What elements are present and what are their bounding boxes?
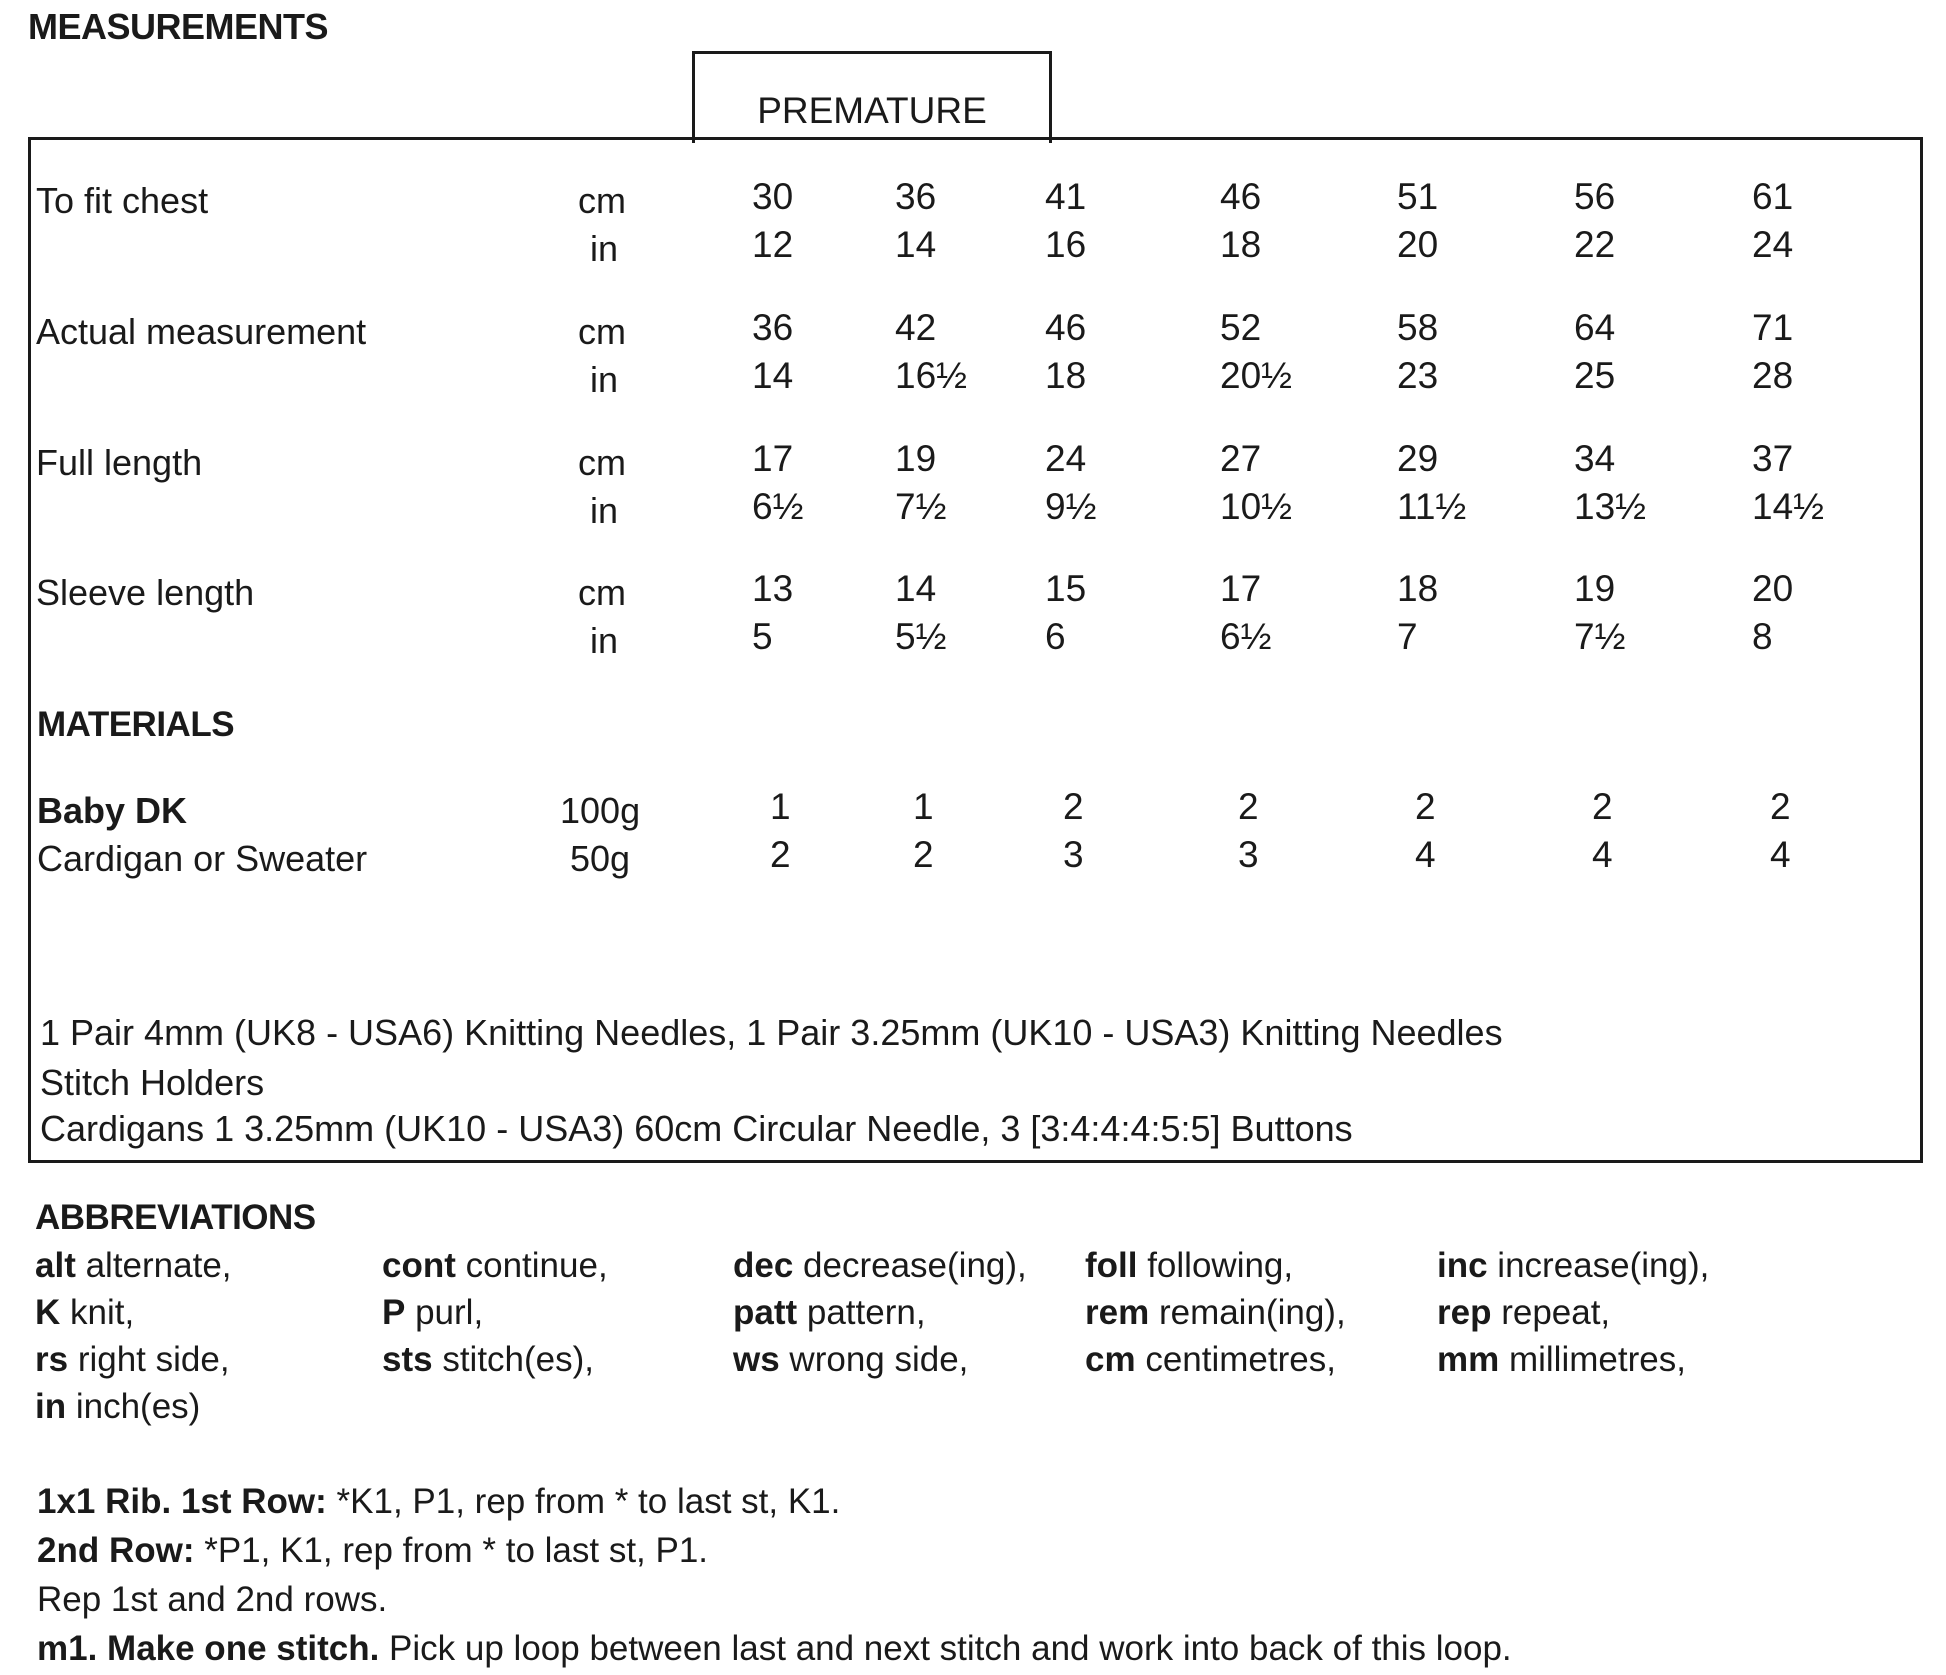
stitch-note-heading: 1x1 Rib. 1st Row: — [37, 1482, 327, 1521]
value-cm: 19 — [895, 438, 937, 479]
abbreviation-key: patt — [733, 1293, 798, 1332]
value-cm: 36 — [752, 307, 794, 348]
stitch-note-text: Rep 1st and 2nd rows. — [37, 1580, 388, 1619]
value-cm: 52 — [1220, 307, 1262, 348]
stitch-note-heading: 2nd Row: — [37, 1531, 195, 1570]
value-cm: 14 — [895, 568, 937, 609]
abbreviation-meaning: decrease(ing), — [793, 1246, 1027, 1285]
stitch-note-text: *K1, P1, rep from * to last st, K1. — [326, 1482, 841, 1521]
abbreviation-meaning: remain(ing), — [1149, 1293, 1346, 1332]
abbreviation-item — [1437, 1246, 1709, 1286]
abbreviation-item — [35, 1293, 134, 1333]
abbreviation-meaning: knit, — [60, 1293, 135, 1332]
yarn-qty-100g: 1 — [913, 786, 934, 827]
value-in: 22 — [1574, 224, 1616, 265]
yarn-qty-50g: 4 — [1415, 834, 1436, 875]
yarn-qty-50g: 2 — [770, 834, 791, 875]
abbreviation-meaning: wrong side, — [779, 1340, 969, 1379]
yarn-qty-100g: 1 — [770, 786, 791, 827]
measurement-label: To fit chest — [36, 180, 209, 221]
value-cm: 46 — [1045, 307, 1087, 348]
value-cm: 37 — [1752, 438, 1794, 479]
yarn-qty-100g: 2 — [1238, 786, 1259, 827]
abbreviation-meaning: alternate, — [75, 1246, 232, 1285]
value-in: 14 — [752, 355, 794, 396]
abbreviation-item — [382, 1340, 594, 1380]
abbreviation-key: P — [382, 1293, 406, 1332]
abbreviation-meaning: centimetres, — [1135, 1340, 1336, 1379]
abbreviation-item — [1437, 1340, 1686, 1380]
abbreviation-item — [1437, 1293, 1610, 1333]
abbreviation-meaning: millimetres, — [1499, 1340, 1686, 1379]
abbreviation-item — [35, 1246, 232, 1286]
yarn-qty-50g: 4 — [1592, 834, 1613, 875]
value-in: 8 — [1752, 616, 1773, 657]
materials-title: MATERIALS — [37, 705, 235, 744]
measurement-label: Sleeve length — [36, 572, 255, 613]
unit-cm: cm — [578, 311, 626, 352]
unit-cm: cm — [578, 442, 626, 483]
value-in: 16 — [1045, 224, 1087, 265]
value-in: 11½ — [1397, 486, 1467, 527]
abbreviation-meaning: inch(es) — [66, 1387, 201, 1426]
abbreviation-key: rep — [1437, 1293, 1492, 1332]
premature-label: PREMATURE — [757, 90, 987, 131]
stitch-note-heading: m1. Make one stitch. — [37, 1629, 380, 1668]
abbreviation-key: cm — [1085, 1340, 1136, 1379]
value-in: 24 — [1752, 224, 1794, 265]
abbreviation-key: rs — [35, 1340, 69, 1379]
yarn-unit-50g: 50g — [570, 838, 631, 879]
value-cm: 29 — [1397, 438, 1439, 479]
value-in: 5½ — [895, 616, 947, 657]
value-in: 23 — [1397, 355, 1439, 396]
value-in: 12 — [752, 224, 794, 265]
measurement-label: Actual measurement — [36, 311, 367, 352]
equipment-line-2: Stitch Holders — [40, 1062, 265, 1103]
abbreviation-item — [733, 1246, 1027, 1286]
value-in: 6 — [1045, 616, 1066, 657]
yarn-qty-50g: 3 — [1063, 834, 1084, 875]
value-cm: 24 — [1045, 438, 1087, 479]
value-in: 13½ — [1574, 486, 1647, 527]
yarn-qty-100g: 2 — [1770, 786, 1791, 827]
stitch-note-text: *P1, K1, rep from * to last st, P1. — [194, 1531, 709, 1570]
unit-in: in — [590, 620, 619, 661]
value-in: 10½ — [1220, 486, 1293, 527]
abbreviation-item — [382, 1293, 483, 1333]
abbreviation-item — [1085, 1340, 1336, 1380]
value-cm: 36 — [895, 176, 937, 217]
yarn-qty-50g: 4 — [1770, 834, 1791, 875]
abbreviation-item — [35, 1387, 200, 1427]
stitch-note-line — [37, 1629, 1512, 1669]
unit-cm: cm — [578, 572, 626, 613]
unit-in: in — [590, 228, 619, 269]
value-in: 28 — [1752, 355, 1794, 396]
value-cm: 61 — [1752, 176, 1794, 217]
stitch-note-line — [37, 1531, 708, 1571]
stitch-note-line — [37, 1482, 840, 1522]
value-cm: 64 — [1574, 307, 1616, 348]
page-title: MEASUREMENTS — [28, 6, 329, 47]
value-cm: 51 — [1397, 176, 1439, 217]
abbreviation-key: foll — [1085, 1246, 1138, 1285]
value-cm: 13 — [752, 568, 794, 609]
value-cm: 46 — [1220, 176, 1262, 217]
value-in: 20½ — [1220, 355, 1293, 396]
abbreviations-title: ABBREVIATIONS — [35, 1198, 316, 1237]
abbreviation-item — [382, 1246, 608, 1286]
abbreviation-key: alt — [35, 1246, 76, 1285]
value-in: 9½ — [1045, 486, 1097, 527]
abbreviation-key: ws — [733, 1340, 780, 1379]
value-cm: 27 — [1220, 438, 1262, 479]
abbreviation-meaning: increase(ing), — [1487, 1246, 1710, 1285]
value-cm: 41 — [1045, 176, 1087, 217]
yarn-qty-50g: 3 — [1238, 834, 1259, 875]
abbreviation-key: mm — [1437, 1340, 1500, 1379]
value-cm: 30 — [752, 176, 794, 217]
abbreviation-key: sts — [382, 1340, 433, 1379]
abbreviation-key: inc — [1437, 1246, 1488, 1285]
unit-in: in — [590, 490, 619, 531]
value-in: 16½ — [895, 355, 968, 396]
value-in: 7 — [1397, 616, 1418, 657]
value-cm: 18 — [1397, 568, 1439, 609]
measurements-table-box — [28, 137, 1923, 1163]
abbreviation-item — [733, 1293, 926, 1333]
yarn-name: Baby DK — [37, 790, 188, 831]
equipment-line-1: 1 Pair 4mm (UK8 - USA6) Knitting Needles, 1 Pair 3.25mm (UK10 - USA3) Knitting Needles — [40, 1012, 1503, 1053]
value-cm: 17 — [752, 438, 794, 479]
unit-cm: cm — [578, 180, 626, 221]
value-in: 14½ — [1752, 486, 1825, 527]
abbreviation-key: rem — [1085, 1293, 1150, 1332]
abbreviation-meaning: repeat, — [1491, 1293, 1611, 1332]
value-cm: 58 — [1397, 307, 1439, 348]
abbreviation-item — [35, 1340, 230, 1380]
premature-header-box — [692, 51, 1052, 143]
yarn-qty-100g: 2 — [1592, 786, 1613, 827]
yarn-qty-50g: 2 — [913, 834, 934, 875]
equipment-line-3: Cardigans 1 3.25mm (UK10 - USA3) 60cm Circular Needle, 3 [3:4:4:4:5:5] Buttons — [40, 1108, 1353, 1149]
abbreviation-meaning: purl, — [405, 1293, 484, 1332]
abbreviation-item — [733, 1340, 968, 1380]
abbreviation-meaning: right side, — [68, 1340, 230, 1379]
value-cm: 20 — [1752, 568, 1794, 609]
abbreviation-key: cont — [382, 1246, 456, 1285]
value-in: 18 — [1045, 355, 1087, 396]
yarn-unit-100g: 100g — [560, 790, 641, 831]
value-cm: 15 — [1045, 568, 1087, 609]
stitch-note-text: Pick up loop between last and next stitch and work into back of this loop. — [379, 1629, 1512, 1668]
abbreviation-meaning: pattern, — [797, 1293, 926, 1332]
stitch-note-line — [37, 1580, 387, 1620]
value-cm: 42 — [895, 307, 937, 348]
value-in: 18 — [1220, 224, 1262, 265]
value-in: 20 — [1397, 224, 1439, 265]
value-in: 7½ — [1574, 616, 1626, 657]
abbreviation-key: K — [35, 1293, 61, 1332]
value-in: 6½ — [752, 486, 804, 527]
abbreviation-meaning: following, — [1137, 1246, 1294, 1285]
abbreviation-key: dec — [733, 1246, 794, 1285]
measurement-label: Full length — [36, 442, 203, 483]
yarn-product: Cardigan or Sweater — [37, 838, 368, 879]
yarn-qty-100g: 2 — [1063, 786, 1084, 827]
value-in: 14 — [895, 224, 937, 265]
yarn-qty-100g: 2 — [1415, 786, 1436, 827]
value-cm: 34 — [1574, 438, 1616, 479]
abbreviation-key: in — [35, 1387, 67, 1426]
value-in: 6½ — [1220, 616, 1272, 657]
abbreviation-meaning: continue, — [455, 1246, 608, 1285]
value-in: 5 — [752, 616, 773, 657]
abbreviation-item — [1085, 1293, 1346, 1333]
value-cm: 56 — [1574, 176, 1616, 217]
value-cm: 17 — [1220, 568, 1262, 609]
value-cm: 19 — [1574, 568, 1616, 609]
abbreviation-item — [1085, 1246, 1293, 1286]
value-in: 25 — [1574, 355, 1616, 396]
value-cm: 71 — [1752, 307, 1794, 348]
abbreviation-meaning: stitch(es), — [432, 1340, 595, 1379]
value-in: 7½ — [895, 486, 947, 527]
unit-in: in — [590, 359, 619, 400]
